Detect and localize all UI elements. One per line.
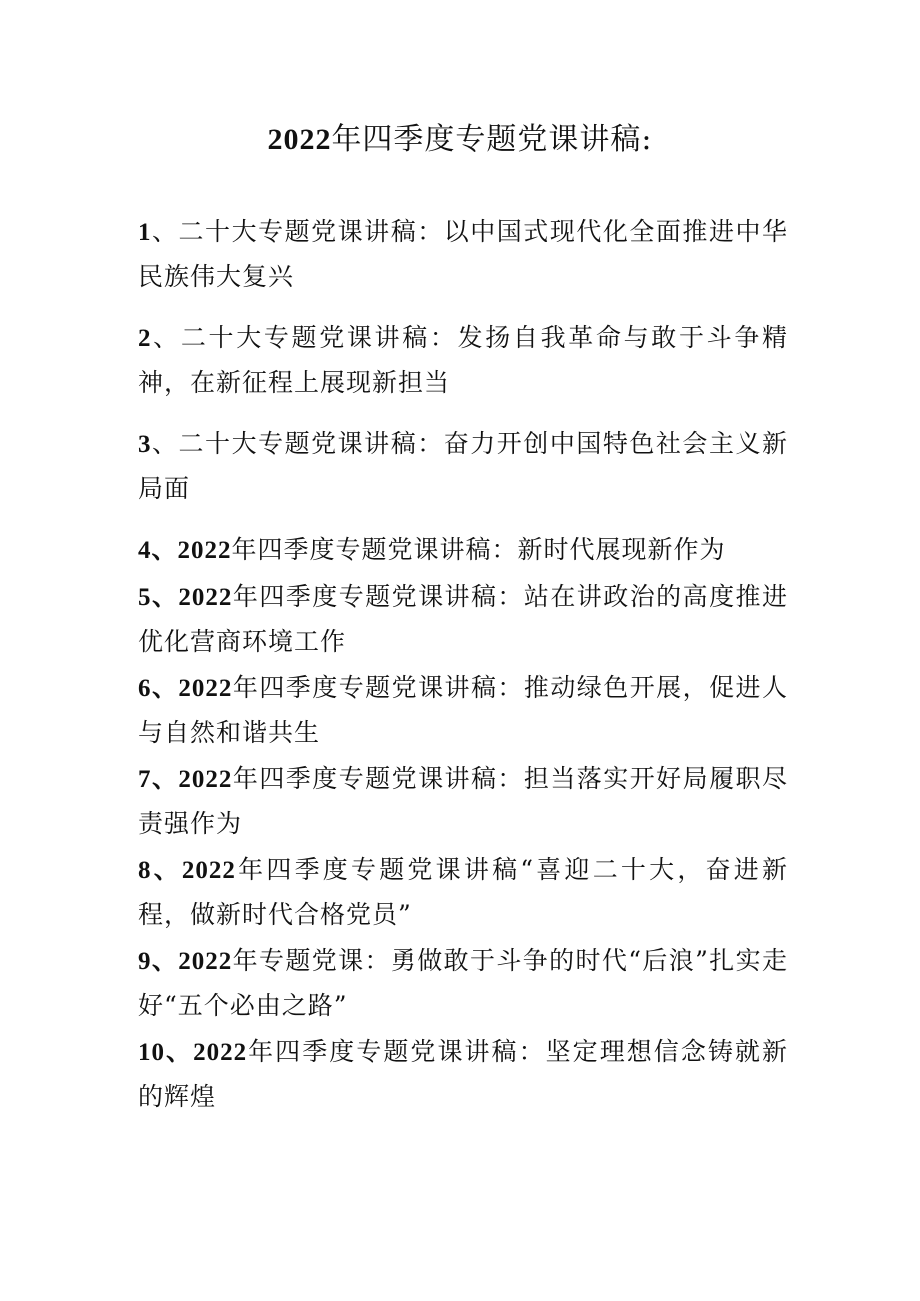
item-index: 6、2022 bbox=[138, 675, 233, 702]
item-text: 、二十大专题党课讲稿：奋力开创中国特色社会主义新局面 bbox=[138, 429, 788, 503]
list-item bbox=[138, 316, 788, 405]
item-index: 4、2022 bbox=[138, 537, 232, 564]
document-title bbox=[0, 118, 920, 162]
list-item bbox=[138, 757, 788, 846]
item-text: 年四季度专题党课讲稿“喜迎二十大，奋进新程，做新时代合格党员” bbox=[138, 855, 788, 929]
item-index: 1 bbox=[138, 219, 152, 246]
list-item bbox=[138, 528, 788, 573]
list-item bbox=[138, 848, 788, 937]
item-text: 、二十大专题党课讲稿：发扬自我革命与敢于斗争精神，在新征程上展现新担当 bbox=[138, 323, 788, 397]
list-item bbox=[138, 1030, 788, 1119]
item-text: 年四季度专题党课讲稿：新时代展现新作为 bbox=[231, 535, 726, 564]
item-index: 10、2022 bbox=[138, 1039, 248, 1066]
item-index: 9、2022 bbox=[138, 948, 233, 975]
item-text: 年专题党课：勇做敢于斗争的时代“后浪”扎实走好“五个必由之路” bbox=[138, 946, 788, 1020]
list-item bbox=[138, 210, 788, 299]
item-index: 2 bbox=[138, 325, 152, 352]
list-item bbox=[138, 422, 788, 511]
item-text: 年四季度专题党课讲稿：担当落实开好局履职尽责强作为 bbox=[138, 764, 788, 838]
item-index: 8、2022 bbox=[138, 857, 236, 884]
list-item bbox=[138, 939, 788, 1028]
item-text: 年四季度专题党课讲稿：坚定理想信念铸就新的辉煌 bbox=[138, 1037, 788, 1111]
item-text: 、二十大专题党课讲稿：以中国式现代化全面推进中华民族伟大复兴 bbox=[138, 217, 788, 291]
title-year: 2022 bbox=[267, 123, 332, 156]
list-item bbox=[138, 575, 788, 664]
item-index: 3 bbox=[138, 431, 152, 458]
item-index: 7、2022 bbox=[138, 766, 233, 793]
item-list bbox=[138, 210, 788, 1119]
list-item bbox=[138, 666, 788, 755]
item-text: 年四季度专题党课讲稿：站在讲政治的高度推进优化营商环境工作 bbox=[138, 582, 788, 656]
title-text: 年四季度专题党课讲稿: bbox=[331, 122, 653, 157]
item-text: 年四季度专题党课讲稿：推动绿色开展，促进人与自然和谐共生 bbox=[138, 673, 788, 747]
item-index: 5、2022 bbox=[138, 584, 233, 611]
